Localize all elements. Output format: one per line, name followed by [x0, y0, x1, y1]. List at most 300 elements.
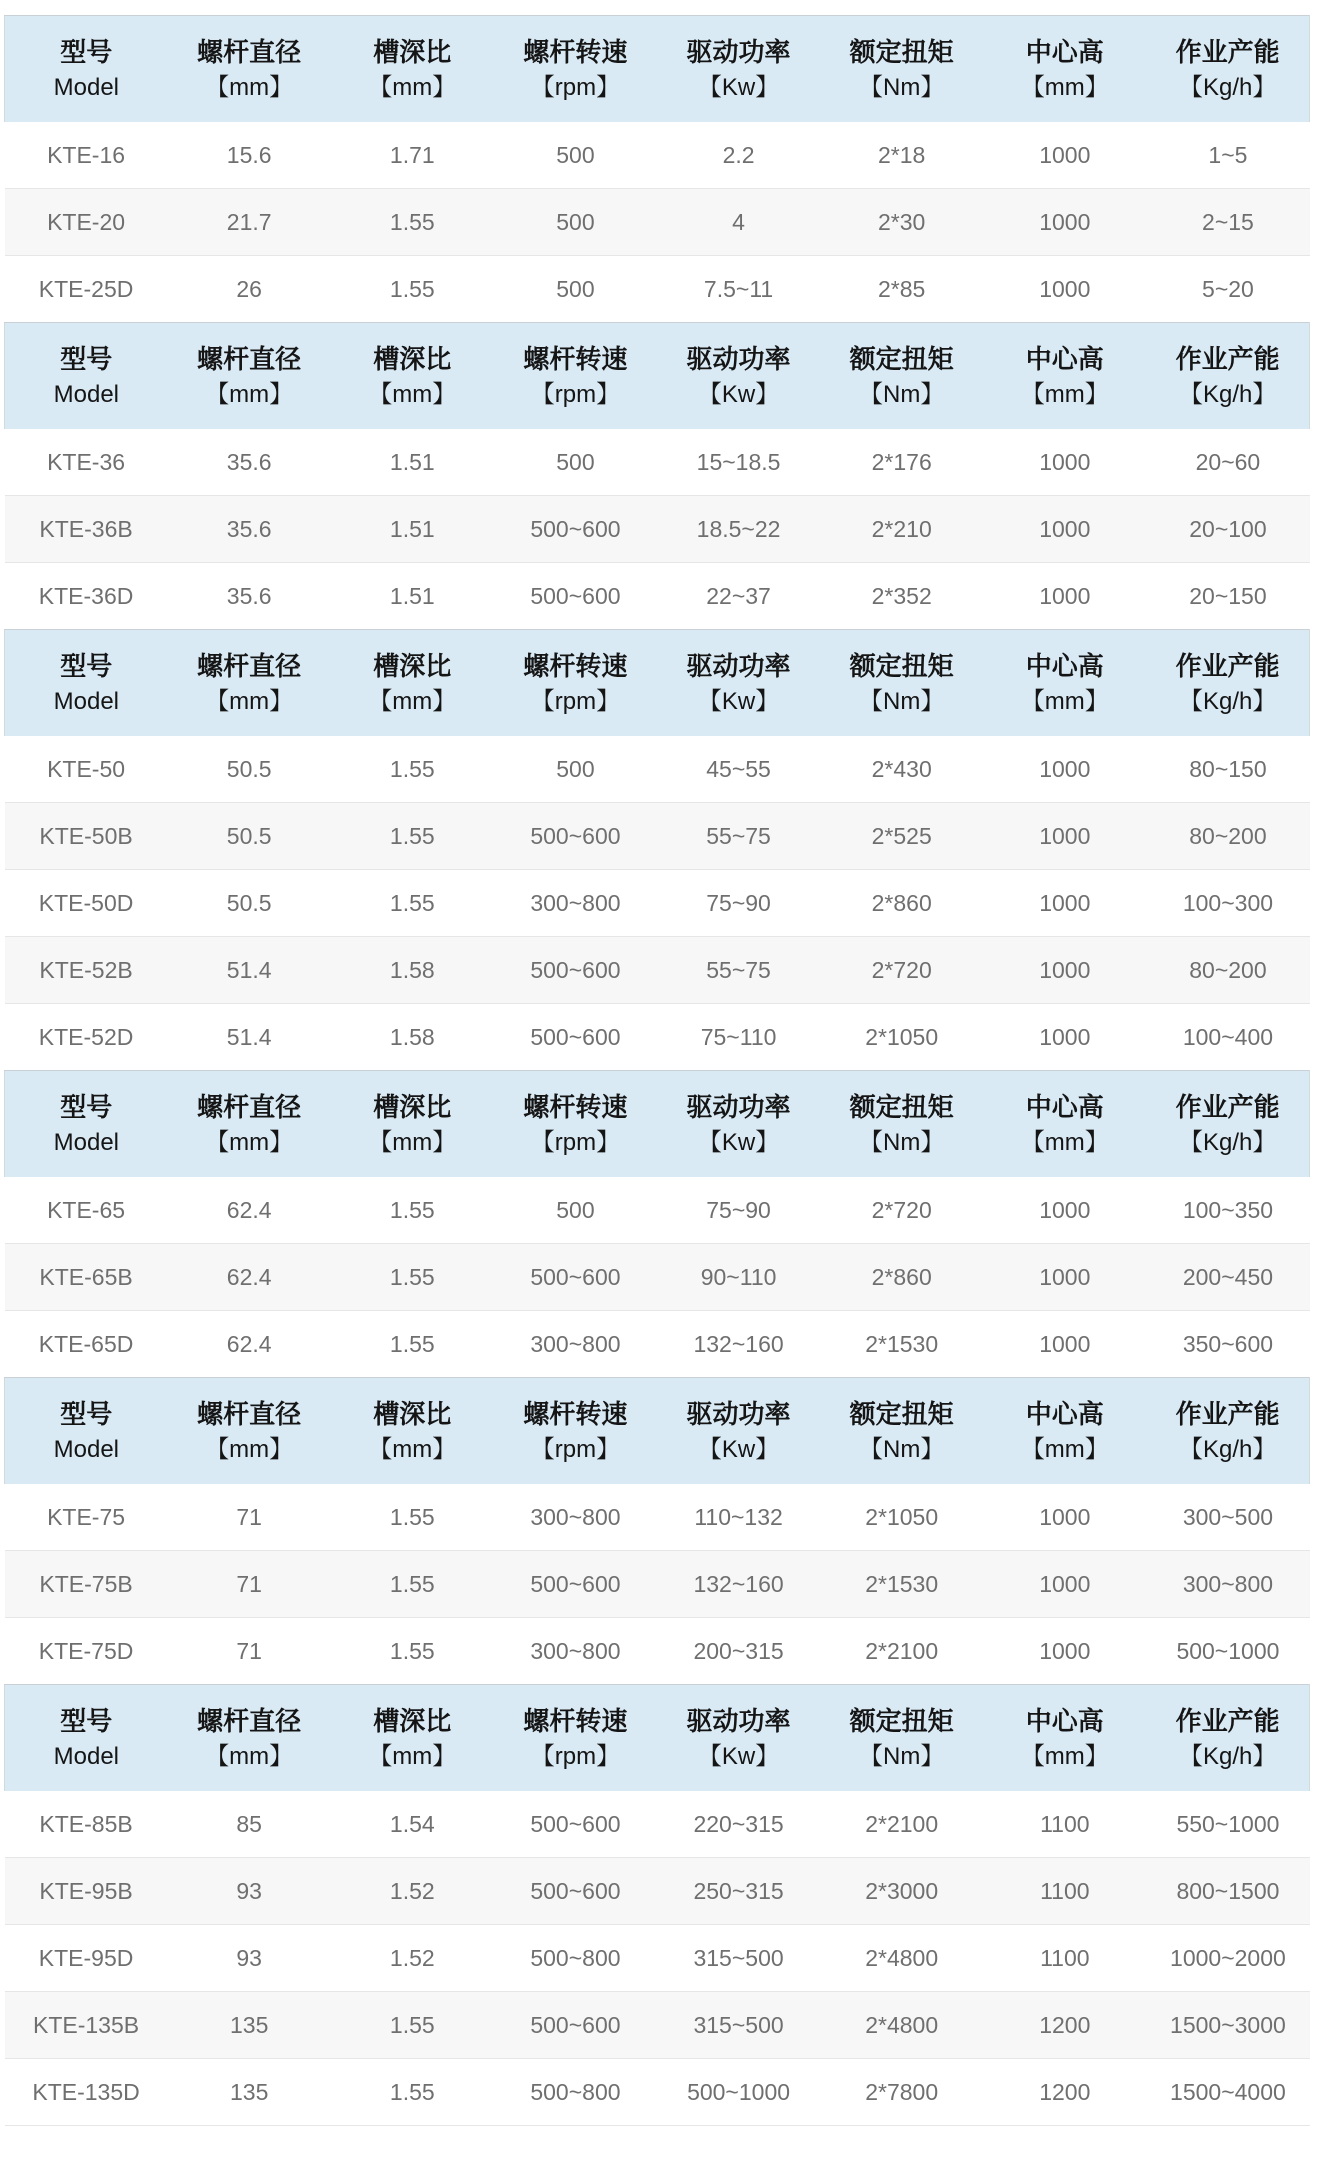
- column-unit: 【Kw】: [697, 1742, 780, 1770]
- cell-capacity: 80~200: [1146, 937, 1309, 1004]
- column-header-drive-power: [657, 16, 820, 123]
- cell-screw-speed: 500~600: [494, 803, 657, 870]
- column-unit: 【mm】: [1020, 1742, 1109, 1770]
- cell-model: KTE-65: [47, 1196, 126, 1223]
- column-unit: 【mm】: [205, 1435, 294, 1463]
- cell-drive-power: 132~160: [657, 1311, 820, 1378]
- cell-capacity: 550~1000: [1176, 1810, 1280, 1837]
- table-row-KTE-50B: [5, 803, 1310, 870]
- cell-rated-torque: 2*4800: [820, 1925, 983, 1992]
- column-title: 驱动功率: [686, 1705, 791, 1736]
- column-header-center-height: [983, 1378, 1146, 1485]
- column-title: 螺杆转速: [523, 1705, 628, 1736]
- cell-rated-torque: 2*2100: [865, 1810, 939, 1837]
- cell-groove-depth-ratio: 1.58: [331, 937, 494, 1004]
- spec-table-section-1: [4, 15, 1310, 322]
- spec-tables: [4, 15, 1310, 2126]
- column-title: 槽深比: [373, 650, 452, 681]
- table-row-KTE-36D: [5, 563, 1310, 630]
- column-unit: Model: [53, 73, 119, 101]
- table-row-KTE-135B: [5, 1992, 1310, 2059]
- table-row-KTE-50: [5, 736, 1310, 803]
- cell-drive-power: 500~1000: [657, 2059, 820, 2126]
- column-title: 螺杆转速: [523, 36, 628, 67]
- cell-screw-diameter: 21.7: [168, 189, 331, 256]
- header-row: [5, 1071, 1310, 1178]
- cell-center-height: 1000: [983, 189, 1146, 256]
- cell-groove-depth-ratio: 1.54: [389, 1810, 435, 1837]
- column-unit: Model: [53, 687, 119, 715]
- column-unit: 【rpm】: [530, 380, 621, 408]
- column-header-screw-diameter: [168, 1071, 331, 1178]
- cell-model: KTE-20: [5, 189, 168, 256]
- column-header-screw-speed: [494, 323, 657, 430]
- column-header-drive-power: [657, 1378, 820, 1485]
- table-row-KTE-25D: [5, 256, 1310, 323]
- cell-model: KTE-65D: [5, 1311, 168, 1378]
- cell-groove-depth-ratio: 1.71: [389, 141, 435, 168]
- column-unit: 【mm】: [368, 1742, 457, 1770]
- cell-screw-speed: 500~800: [494, 1925, 657, 1992]
- column-title: 作业产能: [1175, 650, 1280, 681]
- column-unit: 【mm】: [1020, 1435, 1109, 1463]
- column-unit: 【mm】: [1020, 380, 1109, 408]
- cell-capacity: 200~450: [1146, 1244, 1309, 1311]
- cell-groove-depth-ratio: 1.52: [331, 1858, 494, 1925]
- table-row-KTE-75B: [5, 1551, 1310, 1618]
- column-header-screw-diameter: [168, 16, 331, 123]
- cell-capacity: 300~500: [1182, 1503, 1274, 1530]
- cell-drive-power: 55~75: [657, 937, 820, 1004]
- column-header-capacity: [1146, 630, 1309, 737]
- column-title: 槽深比: [373, 1705, 452, 1736]
- column-header-groove-depth-ratio: [331, 323, 494, 430]
- cell-drive-power: 55~75: [657, 803, 820, 870]
- cell-screw-speed: 300~800: [530, 1503, 621, 1530]
- column-header-rated-torque: [820, 1071, 983, 1178]
- column-unit: 【mm】: [205, 380, 294, 408]
- column-header-capacity: [1146, 16, 1309, 123]
- cell-rated-torque: 2*3000: [820, 1858, 983, 1925]
- column-title: 驱动功率: [686, 1398, 791, 1429]
- cell-drive-power: 7.5~11: [657, 256, 820, 323]
- cell-center-height: 1200: [983, 2059, 1146, 2126]
- cell-drive-power: 220~315: [693, 1810, 784, 1837]
- cell-rated-torque: 2*720: [871, 1196, 932, 1223]
- column-unit: 【rpm】: [530, 1435, 621, 1463]
- column-unit: 【rpm】: [530, 73, 621, 101]
- cell-groove-depth-ratio: 1.55: [389, 1196, 435, 1223]
- cell-rated-torque: 2*1050: [865, 1503, 939, 1530]
- column-header-rated-torque: [820, 630, 983, 737]
- column-header-center-height: [983, 16, 1146, 123]
- column-title: 额定扭矩: [849, 1091, 954, 1122]
- spec-table-section-3: [4, 629, 1310, 1070]
- column-unit: 【Kg/h】: [1179, 1128, 1277, 1156]
- cell-screw-diameter: 51.4: [168, 1004, 331, 1071]
- cell-rated-torque: 2*85: [820, 256, 983, 323]
- cell-center-height: 1000: [1039, 1196, 1091, 1223]
- column-title: 中心高: [1025, 36, 1104, 67]
- cell-center-height: 1000: [1039, 755, 1091, 782]
- column-title: 螺杆转速: [523, 1398, 628, 1429]
- column-title: 型号: [60, 343, 113, 374]
- column-unit: 【Kw】: [697, 1128, 780, 1156]
- cell-groove-depth-ratio: 1.51: [331, 496, 494, 563]
- column-title: 型号: [60, 1705, 113, 1736]
- column-unit: 【Kg/h】: [1179, 73, 1277, 101]
- column-header-center-height: [983, 1071, 1146, 1178]
- cell-center-height: 1000: [983, 1618, 1146, 1685]
- column-title: 槽深比: [373, 1091, 452, 1122]
- column-header-screw-diameter: [168, 1378, 331, 1485]
- column-header-screw-speed: [494, 16, 657, 123]
- column-title: 额定扭矩: [849, 650, 954, 681]
- column-unit: 【mm】: [205, 1128, 294, 1156]
- cell-model: KTE-75: [47, 1503, 126, 1530]
- cell-screw-diameter: 62.4: [168, 1311, 331, 1378]
- cell-center-height: 1100: [1040, 1810, 1090, 1837]
- cell-screw-diameter: 71: [168, 1551, 331, 1618]
- cell-model: KTE-135B: [5, 1992, 168, 2059]
- cell-rated-torque: 2*860: [820, 870, 983, 937]
- column-title: 驱动功率: [686, 36, 791, 67]
- cell-screw-diameter: 85: [236, 1810, 262, 1837]
- column-header-capacity: [1146, 1071, 1309, 1178]
- cell-center-height: 1000: [983, 256, 1146, 323]
- cell-model: KTE-95D: [5, 1925, 168, 1992]
- column-unit: 【Nm】: [859, 687, 945, 715]
- column-header-capacity: [1146, 1685, 1309, 1792]
- cell-capacity: 80~150: [1189, 755, 1267, 782]
- cell-screw-speed: 300~800: [494, 1618, 657, 1685]
- column-unit: 【mm】: [205, 1742, 294, 1770]
- cell-model: KTE-52D: [5, 1004, 168, 1071]
- cell-screw-speed: 500~600: [494, 1004, 657, 1071]
- cell-rated-torque: 2*30: [820, 189, 983, 256]
- cell-model: KTE-95B: [5, 1858, 168, 1925]
- column-unit: 【Nm】: [859, 1435, 945, 1463]
- cell-center-height: 1000: [983, 563, 1146, 630]
- column-unit: 【Kg/h】: [1179, 1742, 1277, 1770]
- column-title: 螺杆直径: [197, 36, 302, 67]
- column-title: 额定扭矩: [849, 36, 954, 67]
- cell-screw-diameter: 35.6: [168, 563, 331, 630]
- cell-drive-power: 315~500: [657, 1992, 820, 2059]
- cell-center-height: 1100: [983, 1858, 1146, 1925]
- column-header-rated-torque: [820, 1685, 983, 1792]
- cell-screw-speed: 500~600: [494, 1244, 657, 1311]
- table-row-KTE-65D: [5, 1311, 1310, 1378]
- cell-capacity: 1~5: [1208, 141, 1248, 168]
- column-unit: 【Kg/h】: [1179, 1435, 1277, 1463]
- column-header-rated-torque: [820, 323, 983, 430]
- cell-center-height: 1000: [1039, 141, 1091, 168]
- column-unit: 【mm】: [205, 687, 294, 715]
- column-title: 槽深比: [373, 36, 452, 67]
- header-row: [5, 630, 1310, 737]
- cell-capacity: 20~100: [1146, 496, 1309, 563]
- header-row: [5, 1685, 1310, 1792]
- cell-rated-torque: 2*176: [871, 448, 932, 475]
- cell-groove-depth-ratio: 1.55: [331, 870, 494, 937]
- column-title: 螺杆直径: [197, 343, 302, 374]
- column-title: 型号: [60, 36, 113, 67]
- cell-capacity: 20~60: [1195, 448, 1261, 475]
- column-title: 作业产能: [1175, 1091, 1280, 1122]
- column-unit: 【Nm】: [859, 1128, 945, 1156]
- column-header-rated-torque: [820, 1378, 983, 1485]
- column-title: 槽深比: [373, 343, 452, 374]
- cell-capacity: 300~800: [1146, 1551, 1309, 1618]
- cell-rated-torque: 2*720: [820, 937, 983, 1004]
- cell-drive-power: 250~315: [657, 1858, 820, 1925]
- table-row-KTE-52D: [5, 1004, 1310, 1071]
- cell-capacity: 1000~2000: [1146, 1925, 1309, 1992]
- table-row-KTE-20: [5, 189, 1310, 256]
- cell-groove-depth-ratio: 1.55: [331, 1311, 494, 1378]
- cell-screw-diameter: 50.5: [168, 870, 331, 937]
- cell-model: KTE-75D: [5, 1618, 168, 1685]
- cell-screw-speed: 500~600: [494, 937, 657, 1004]
- cell-drive-power: 4: [657, 189, 820, 256]
- cell-capacity: 100~400: [1146, 1004, 1309, 1071]
- cell-drive-power: 15~18.5: [696, 448, 781, 475]
- column-unit: 【rpm】: [530, 687, 621, 715]
- column-unit: 【mm】: [368, 1128, 457, 1156]
- column-header-groove-depth-ratio: [331, 1071, 494, 1178]
- cell-screw-speed: 500~600: [494, 1858, 657, 1925]
- cell-screw-diameter: 62.4: [168, 1244, 331, 1311]
- column-unit: 【mm】: [368, 1435, 457, 1463]
- cell-screw-diameter: 135: [168, 2059, 331, 2126]
- cell-capacity: 20~150: [1146, 563, 1309, 630]
- cell-drive-power: 75~90: [706, 1196, 771, 1223]
- column-unit: 【Kw】: [697, 73, 780, 101]
- column-title: 中心高: [1025, 343, 1104, 374]
- column-title: 驱动功率: [686, 650, 791, 681]
- cell-groove-depth-ratio: 1.55: [331, 256, 494, 323]
- header-row: [5, 1378, 1310, 1485]
- cell-rated-torque: 2*860: [820, 1244, 983, 1311]
- cell-center-height: 1000: [983, 1311, 1146, 1378]
- cell-groove-depth-ratio: 1.55: [331, 1244, 494, 1311]
- cell-screw-diameter: 93: [168, 1925, 331, 1992]
- column-header-center-height: [983, 1685, 1146, 1792]
- cell-center-height: 1000: [983, 937, 1146, 1004]
- column-header-groove-depth-ratio: [331, 1378, 494, 1485]
- cell-screw-speed: 500~600: [530, 1810, 621, 1837]
- column-header-capacity: [1146, 323, 1309, 430]
- cell-screw-speed: 500: [556, 448, 595, 475]
- column-unit: Model: [53, 1128, 119, 1156]
- cell-rated-torque: 2*525: [820, 803, 983, 870]
- cell-groove-depth-ratio: 1.55: [331, 189, 494, 256]
- column-header-center-height: [983, 630, 1146, 737]
- cell-groove-depth-ratio: 1.58: [331, 1004, 494, 1071]
- column-title: 中心高: [1025, 1091, 1104, 1122]
- cell-drive-power: 75~90: [657, 870, 820, 937]
- table-row-KTE-65B: [5, 1244, 1310, 1311]
- cell-screw-speed: 500~800: [494, 2059, 657, 2126]
- cell-screw-speed: 500~600: [494, 1992, 657, 2059]
- cell-center-height: 1200: [983, 1992, 1146, 2059]
- column-title: 螺杆直径: [197, 650, 302, 681]
- spec-table-section-2: [4, 322, 1310, 629]
- column-title: 型号: [60, 1398, 113, 1429]
- column-title: 作业产能: [1175, 343, 1280, 374]
- column-header-model: [5, 630, 168, 737]
- cell-groove-depth-ratio: 1.55: [331, 1551, 494, 1618]
- column-unit: 【mm】: [1020, 73, 1109, 101]
- column-header-model: [5, 323, 168, 430]
- table-row-KTE-95D: [5, 1925, 1310, 1992]
- table-row-KTE-52B: [5, 937, 1310, 1004]
- column-header-groove-depth-ratio: [331, 16, 494, 123]
- cell-center-height: 1100: [983, 1925, 1146, 1992]
- cell-capacity: 1500~3000: [1146, 1992, 1309, 2059]
- cell-model: KTE-52B: [5, 937, 168, 1004]
- cell-drive-power: 22~37: [657, 563, 820, 630]
- cell-drive-power: 18.5~22: [657, 496, 820, 563]
- cell-rated-torque: 2*430: [871, 755, 932, 782]
- column-unit: 【Kw】: [697, 1435, 780, 1463]
- cell-drive-power: 315~500: [657, 1925, 820, 1992]
- cell-screw-diameter: 71: [236, 1503, 262, 1530]
- column-header-capacity: [1146, 1378, 1309, 1485]
- cell-rated-torque: 2*18: [878, 141, 926, 168]
- cell-rated-torque: 2*1050: [820, 1004, 983, 1071]
- spec-table-section-6: [4, 1684, 1310, 2126]
- column-unit: 【Nm】: [859, 73, 945, 101]
- column-header-drive-power: [657, 1685, 820, 1792]
- column-header-model: [5, 1685, 168, 1792]
- cell-drive-power: 75~110: [657, 1004, 820, 1071]
- column-header-model: [5, 16, 168, 123]
- cell-screw-diameter: 26: [168, 256, 331, 323]
- column-unit: 【Kg/h】: [1179, 380, 1277, 408]
- column-header-screw-diameter: [168, 1685, 331, 1792]
- column-header-drive-power: [657, 630, 820, 737]
- column-header-drive-power: [657, 323, 820, 430]
- column-unit: Model: [53, 1435, 119, 1463]
- cell-screw-diameter: 50.5: [226, 755, 272, 782]
- cell-center-height: 1000: [1039, 1503, 1091, 1530]
- cell-screw-speed: 500: [556, 141, 595, 168]
- cell-groove-depth-ratio: 1.51: [389, 448, 435, 475]
- cell-capacity: 800~1500: [1146, 1858, 1309, 1925]
- column-unit: 【Kw】: [697, 687, 780, 715]
- cell-model: KTE-50B: [5, 803, 168, 870]
- cell-model: KTE-36D: [5, 563, 168, 630]
- cell-capacity: 1500~4000: [1146, 2059, 1309, 2126]
- cell-groove-depth-ratio: 1.55: [389, 755, 435, 782]
- column-unit: 【Kg/h】: [1179, 687, 1277, 715]
- cell-center-height: 1000: [983, 1551, 1146, 1618]
- cell-screw-speed: 500: [494, 256, 657, 323]
- column-header-screw-speed: [494, 630, 657, 737]
- cell-capacity: 80~200: [1146, 803, 1309, 870]
- column-header-model: [5, 1378, 168, 1485]
- header-row: [5, 323, 1310, 430]
- column-header-screw-speed: [494, 1685, 657, 1792]
- cell-capacity: 500~1000: [1146, 1618, 1309, 1685]
- column-header-screw-speed: [494, 1378, 657, 1485]
- column-title: 中心高: [1025, 1705, 1104, 1736]
- cell-model: KTE-75B: [5, 1551, 168, 1618]
- column-header-screw-diameter: [168, 630, 331, 737]
- cell-groove-depth-ratio: 1.55: [389, 1503, 435, 1530]
- cell-model: KTE-16: [47, 141, 126, 168]
- cell-screw-speed: 300~800: [494, 870, 657, 937]
- cell-screw-speed: 500: [556, 755, 595, 782]
- cell-screw-diameter: 93: [168, 1858, 331, 1925]
- cell-rated-torque: 2*352: [820, 563, 983, 630]
- column-title: 额定扭矩: [849, 1398, 954, 1429]
- column-title: 作业产能: [1175, 1705, 1280, 1736]
- column-title: 槽深比: [373, 1398, 452, 1429]
- column-header-groove-depth-ratio: [331, 630, 494, 737]
- table-row-KTE-135D: [5, 2059, 1310, 2126]
- cell-capacity: 350~600: [1146, 1311, 1309, 1378]
- column-header-groove-depth-ratio: [331, 1685, 494, 1792]
- cell-screw-diameter: 51.4: [168, 937, 331, 1004]
- cell-screw-diameter: 50.5: [168, 803, 331, 870]
- column-header-model: [5, 1071, 168, 1178]
- table-row-KTE-85B: [5, 1791, 1310, 1858]
- column-title: 螺杆转速: [523, 343, 628, 374]
- cell-capacity: 5~20: [1146, 256, 1309, 323]
- cell-drive-power: 2.2: [722, 141, 755, 168]
- cell-rated-torque: 2*1530: [820, 1311, 983, 1378]
- cell-rated-torque: 2*7800: [820, 2059, 983, 2126]
- column-unit: 【mm】: [368, 73, 457, 101]
- column-title: 螺杆直径: [197, 1705, 302, 1736]
- cell-groove-depth-ratio: 1.52: [331, 1925, 494, 1992]
- column-unit: Model: [53, 380, 119, 408]
- cell-screw-speed: 300~800: [494, 1311, 657, 1378]
- cell-groove-depth-ratio: 1.51: [331, 563, 494, 630]
- cell-model: KTE-25D: [5, 256, 168, 323]
- column-title: 螺杆转速: [523, 1091, 628, 1122]
- header-row: [5, 16, 1310, 123]
- table-row-KTE-95B: [5, 1858, 1310, 1925]
- cell-screw-speed: 500: [494, 189, 657, 256]
- spec-table-section-4: [4, 1070, 1310, 1377]
- cell-screw-diameter: 15.6: [226, 141, 272, 168]
- column-header-center-height: [983, 323, 1146, 430]
- column-unit: 【Nm】: [859, 380, 945, 408]
- column-unit: 【mm】: [368, 380, 457, 408]
- cell-screw-diameter: 62.4: [226, 1196, 272, 1223]
- column-header-drive-power: [657, 1071, 820, 1178]
- column-title: 额定扭矩: [849, 1705, 954, 1736]
- table-row-KTE-50D: [5, 870, 1310, 937]
- column-title: 中心高: [1025, 650, 1104, 681]
- column-title: 驱动功率: [686, 343, 791, 374]
- cell-rated-torque: 2*1530: [820, 1551, 983, 1618]
- column-title: 螺杆直径: [197, 1398, 302, 1429]
- cell-model: KTE-50: [47, 755, 126, 782]
- table-row-KTE-65: [5, 1177, 1310, 1244]
- cell-screw-diameter: 35.6: [168, 496, 331, 563]
- column-unit: 【rpm】: [530, 1742, 621, 1770]
- cell-drive-power: 110~132: [694, 1503, 783, 1530]
- cell-screw-diameter: 71: [168, 1618, 331, 1685]
- cell-drive-power: 200~315: [657, 1618, 820, 1685]
- column-header-screw-speed: [494, 1071, 657, 1178]
- cell-capacity: 100~350: [1182, 1196, 1274, 1223]
